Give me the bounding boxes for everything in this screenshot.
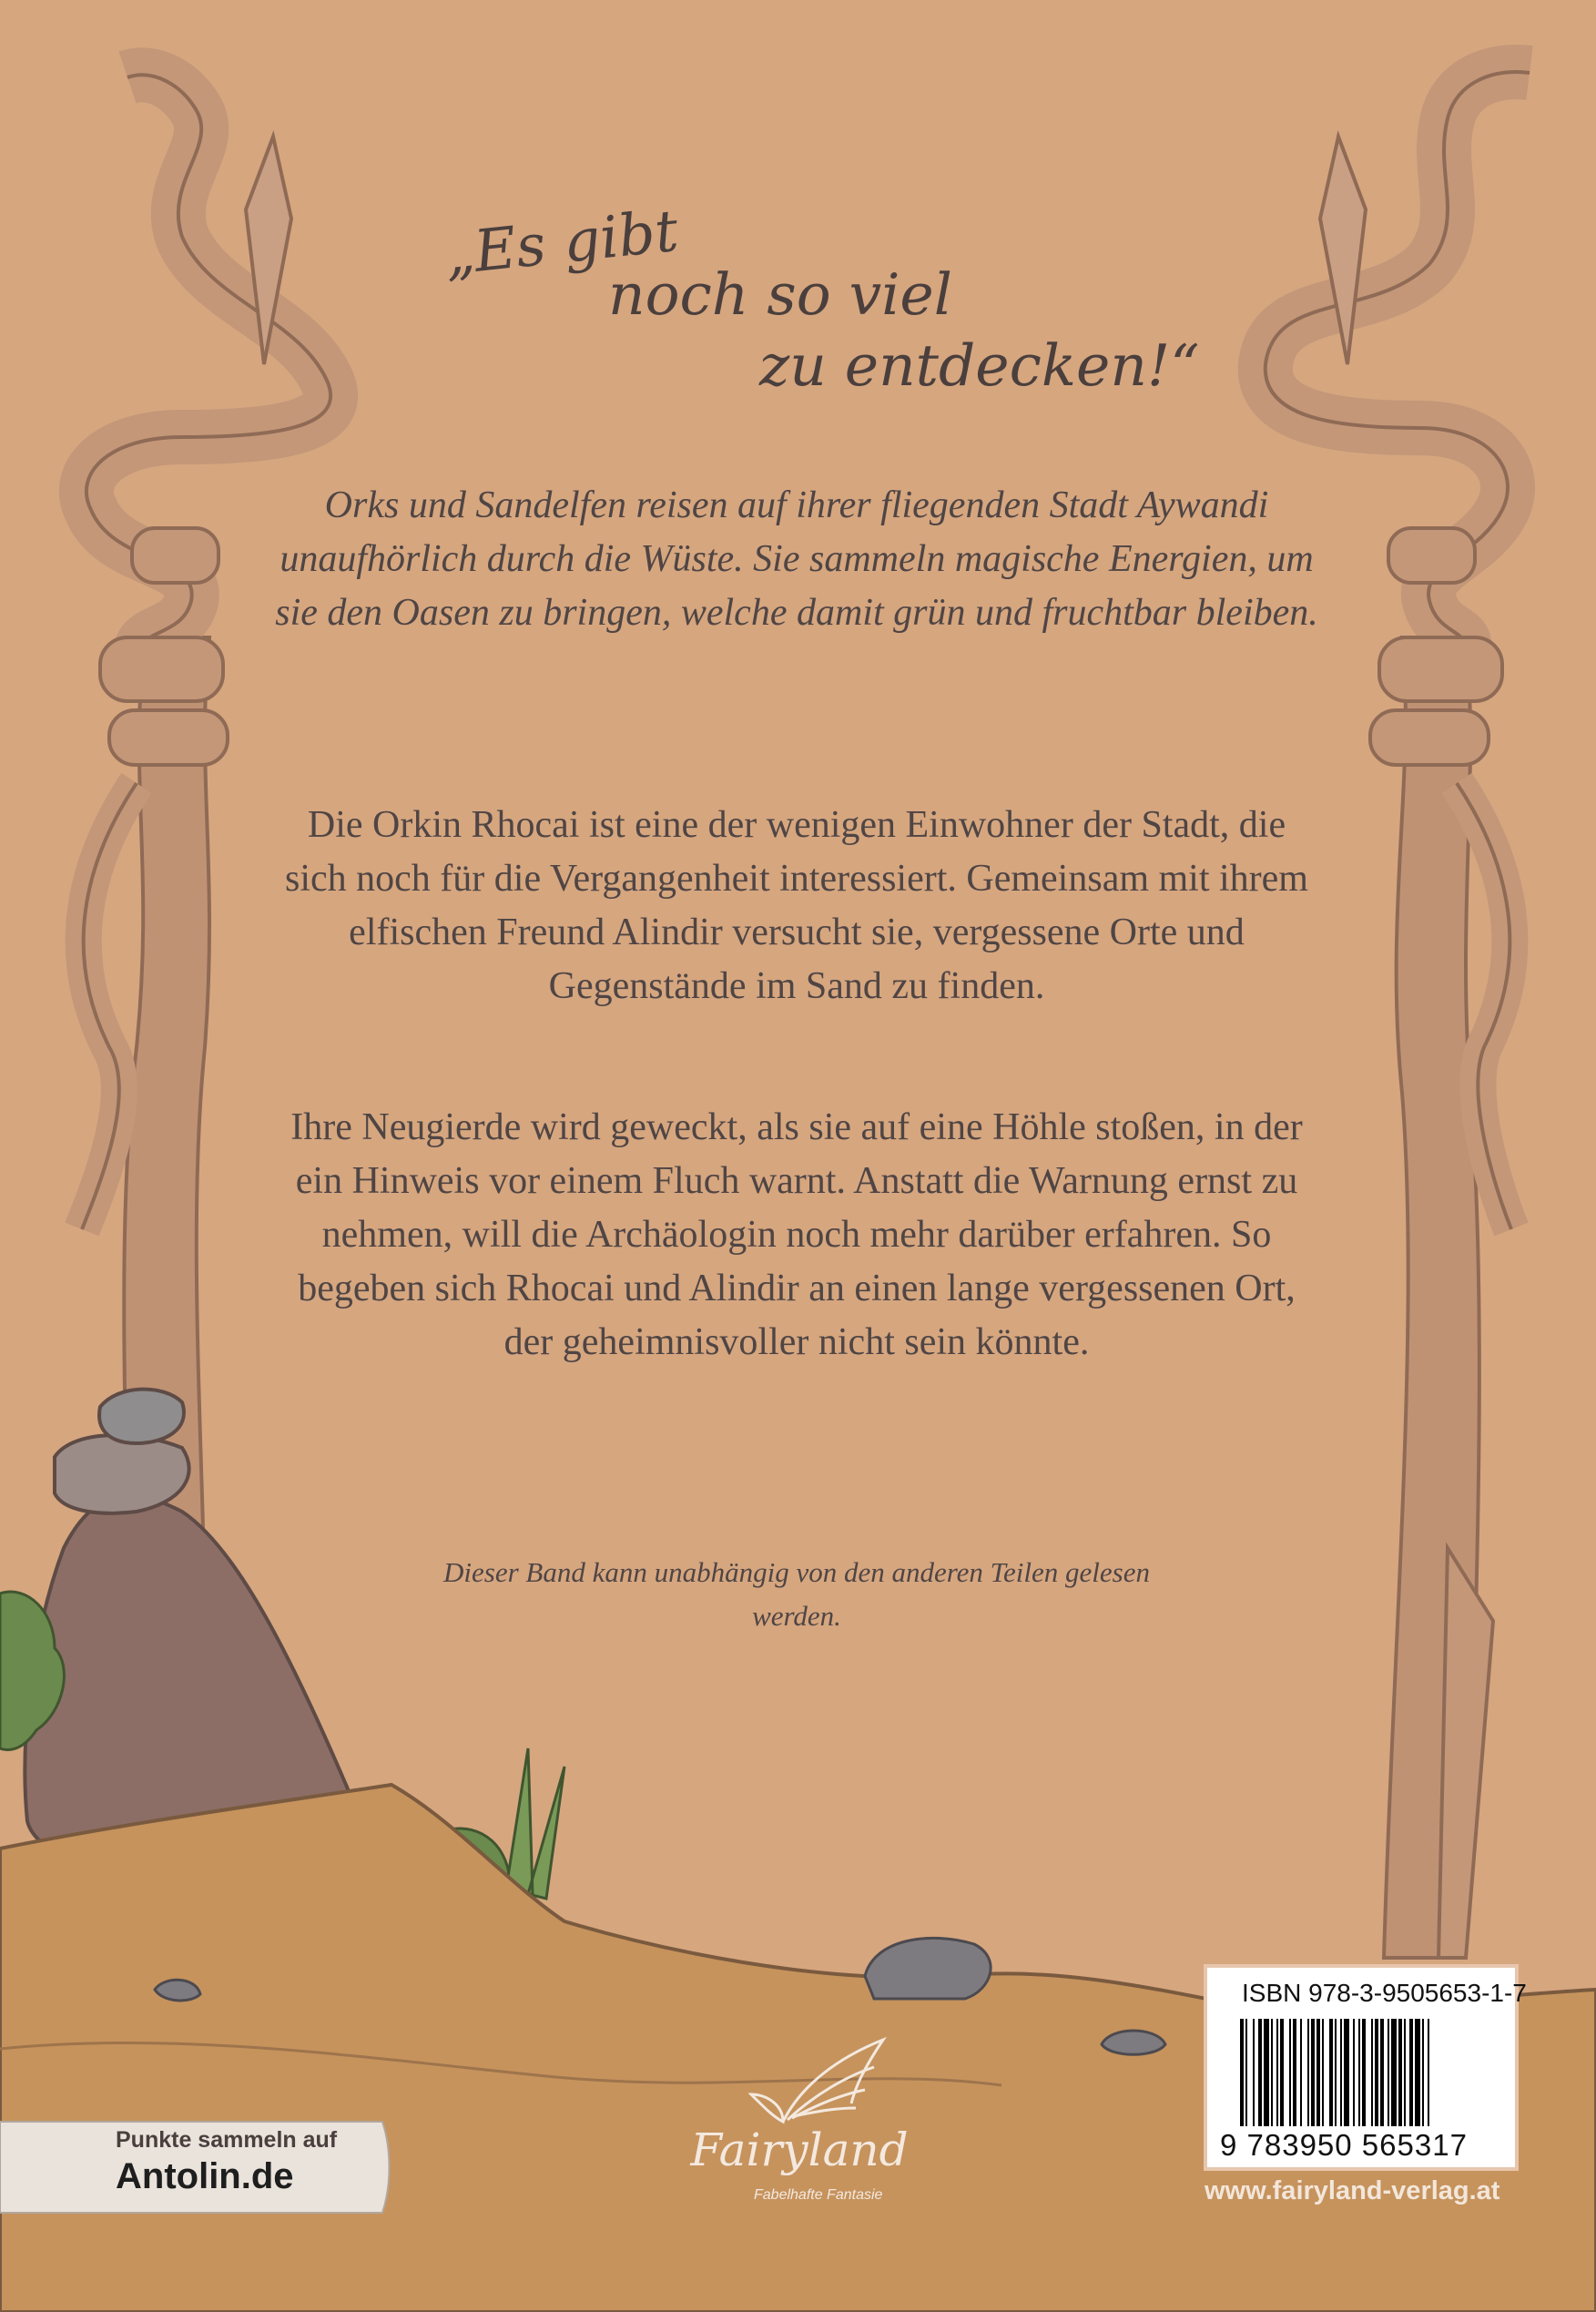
quote-line-2: noch so viel [608, 261, 952, 328]
antolin-label: Punkte sammeln auf [116, 2127, 338, 2153]
publisher-name: Fairyland [690, 2124, 909, 2176]
publisher-tagline: Fabelhafte Fantasie [754, 2187, 883, 2203]
isbn-label: ISBN 978-3-9505653-1-7 [1242, 1979, 1527, 2007]
antolin-link[interactable]: Antolin.de [116, 2156, 294, 2196]
isbn-barcode-block [1204, 1964, 1527, 2171]
standalone-note: Dieser Band kann unabhängig von den anderen Teilen gelesen werden. [443, 1556, 1150, 1632]
right-wooden-pole [1266, 72, 1530, 1958]
publisher-website[interactable]: www.fairyland-verlag.at [1205, 2176, 1500, 2205]
barcode-digits: 9 783950 565317 [1220, 2128, 1468, 2162]
blurb-paragraph-3: Ihre Neugierde wird geweckt, als sie auf eine Höhle stoßen, in der ein Hinweis vor einem Fluch warnt. Anstatt die Warnung ernst zu nehmen, will die Archäologin noch mehr darüber erfahren. So begeben sich Rhocai und Alindir an einen lange vergessenen Ort, der geheimnisvoller nicht sein könnte. [290, 1106, 1303, 1363]
quote-line-1: „Es gibt [441, 197, 682, 289]
blurb-paragraph-1: Orks und Sandelfen reisen auf ihrer fliegenden Stadt Aywandi unaufhörlich durch die Wüste. Sie sammeln magische Energien, um sie den Oasen zu bringen, welche damit grün und fruchtbar bleiben. [275, 484, 1318, 634]
barcode-icon [1240, 2019, 1488, 2126]
quote-line-3: zu entdecken!“ [759, 332, 1200, 399]
blurb-paragraph-2: Die Orkin Rhocai ist eine der wenigen Einwohner der Stadt, die sich noch für die Vergangenheit interessiert. Gemeinsam mit ihrem elfischen Freund Alindir versucht sie, vergessene Orte und Gegenstände im Sand zu finden. [285, 804, 1308, 1007]
